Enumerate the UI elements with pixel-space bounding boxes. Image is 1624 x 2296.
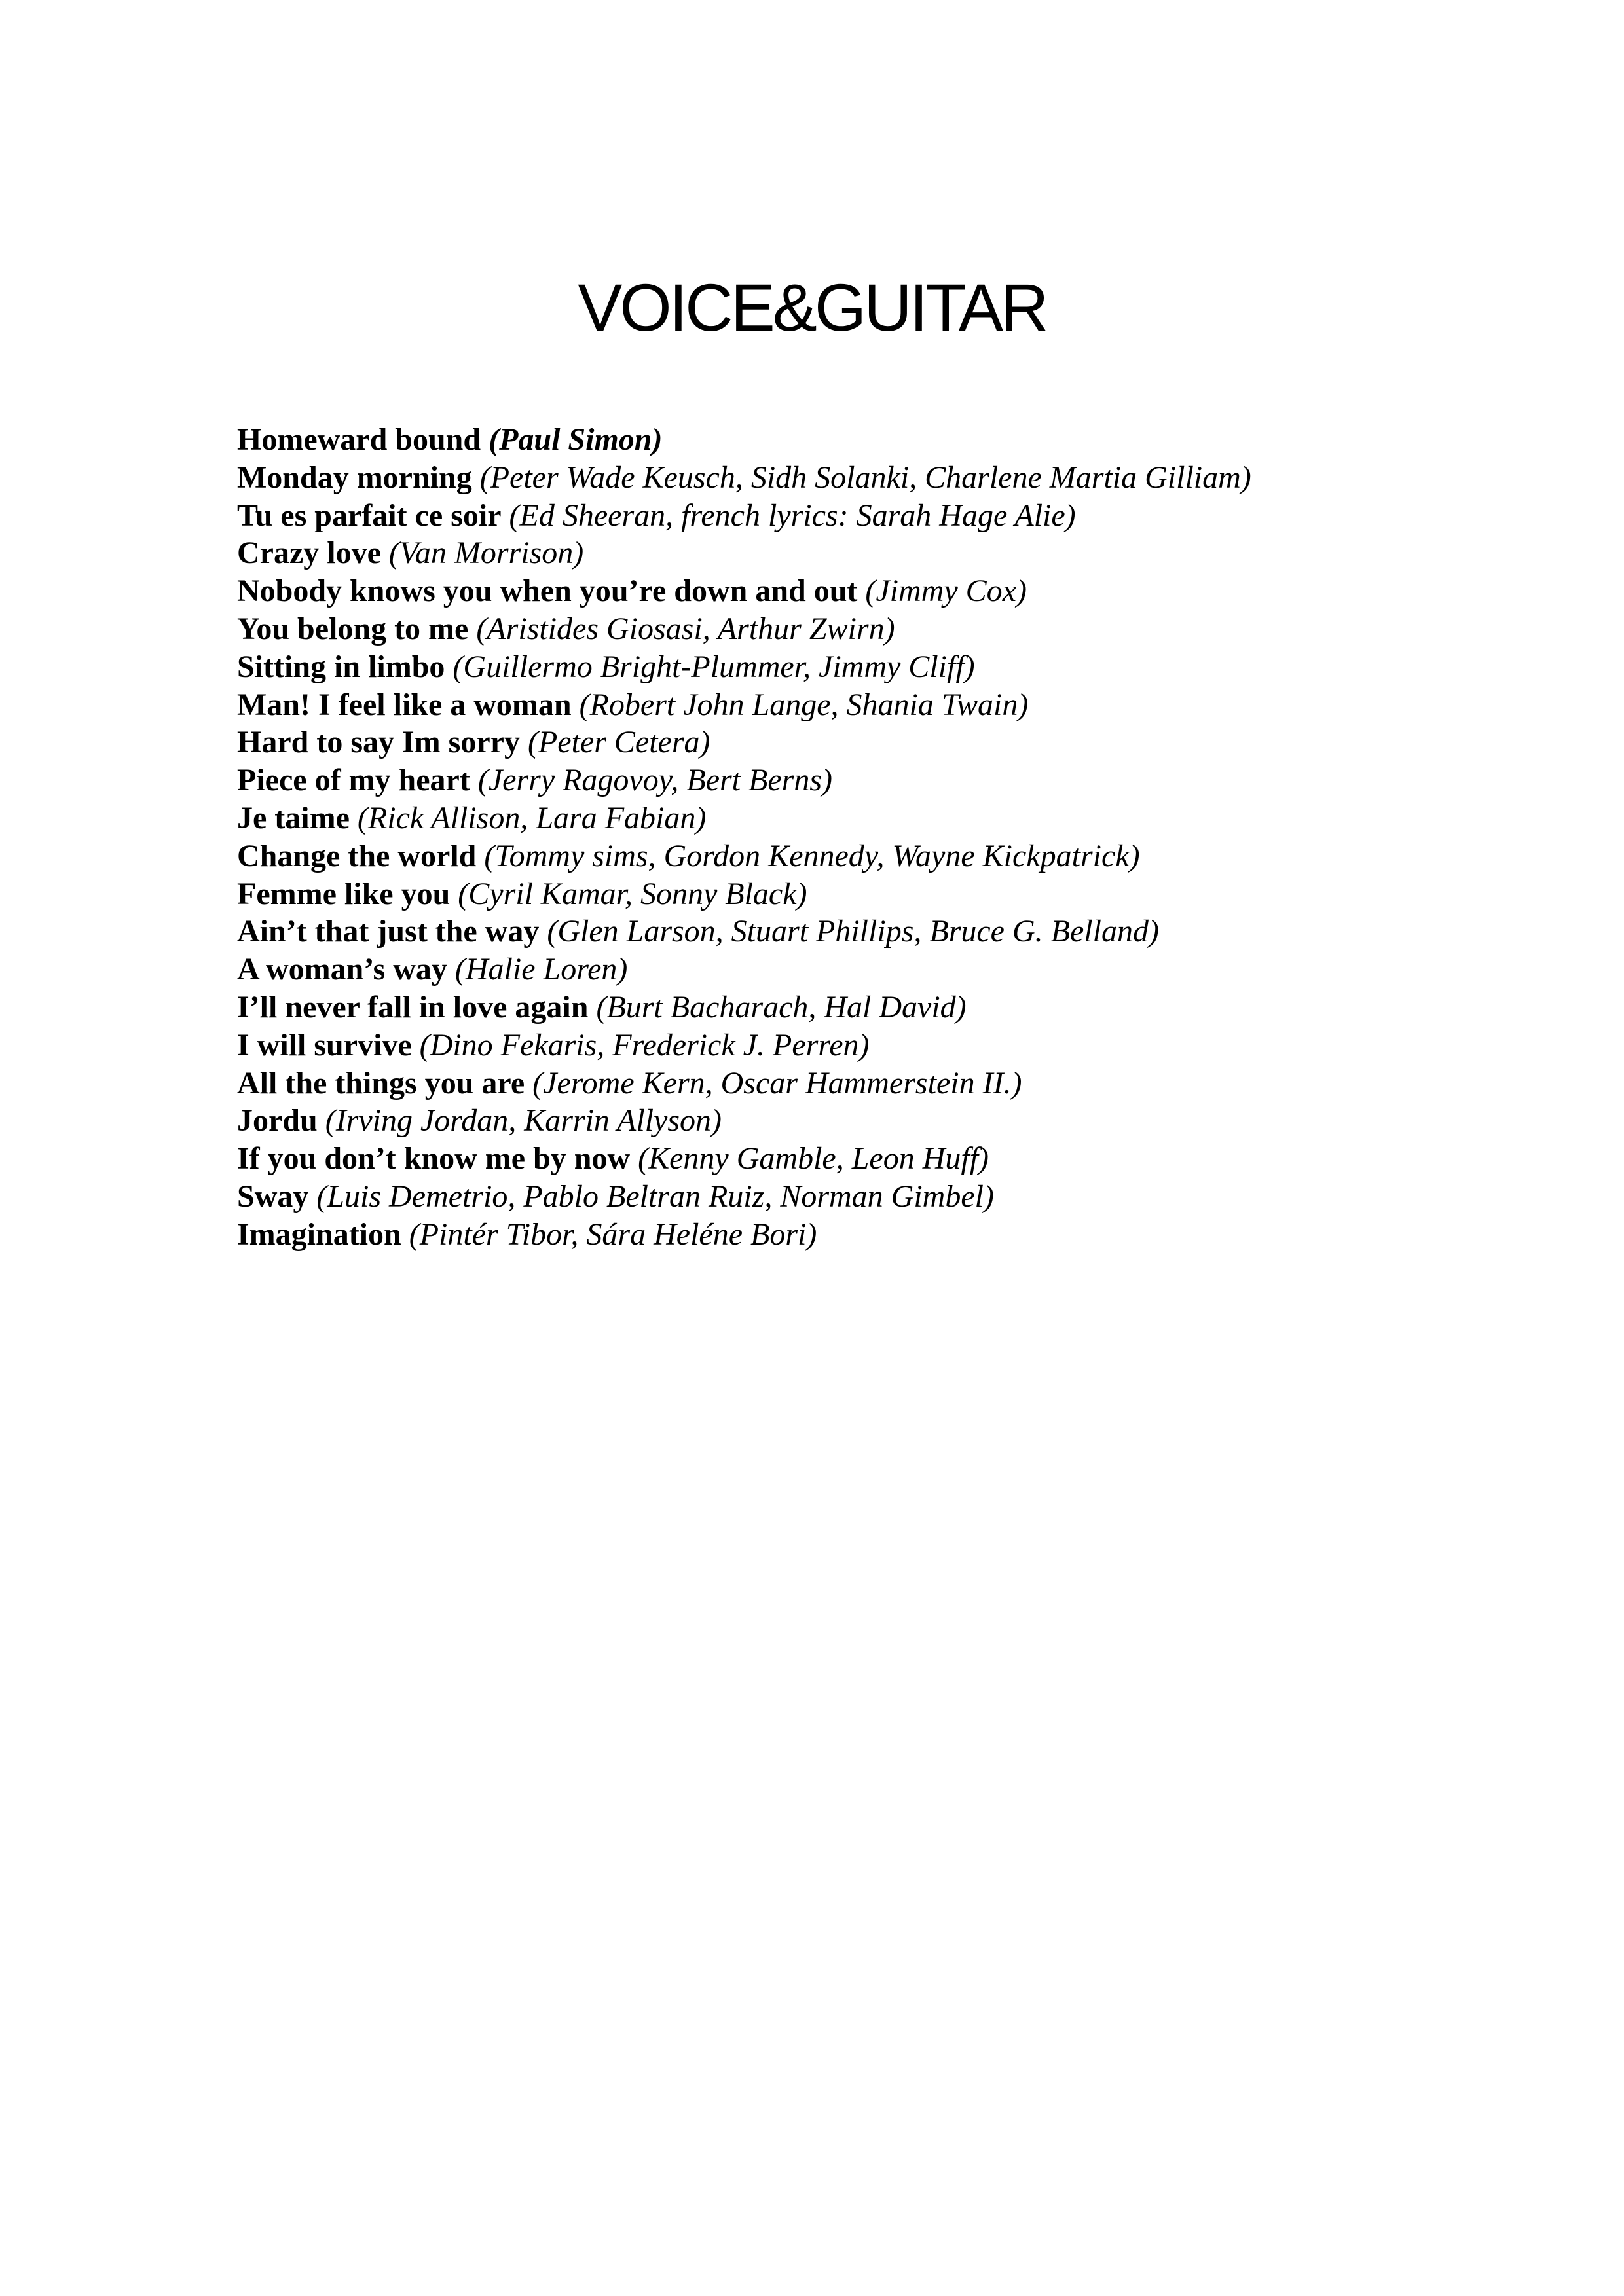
song-title: All the things you are: [237, 1065, 525, 1101]
list-item: [237, 610, 1547, 648]
song-title: Sway: [237, 1178, 309, 1214]
song-title: Monday morning: [237, 460, 472, 495]
song-authors: (Peter Wade Keusch, Sidh Solanki, Charlene Martia Gilliam): [479, 460, 1251, 495]
list-item: [237, 875, 1547, 913]
song-title: You belong to me: [237, 611, 469, 646]
song-title: Nobody knows you when you’re down and out: [237, 574, 858, 609]
list-item: [237, 1178, 1547, 1216]
list-item: [237, 534, 1547, 572]
song-title: A woman’s way: [237, 952, 447, 987]
song-title: Sitting in limbo: [237, 649, 445, 684]
song-title: Jordu: [237, 1103, 318, 1139]
song-authors: (Luis Demetrio, Pablo Beltran Ruiz, Norman Gimbel): [316, 1178, 994, 1214]
song-title: Change the world: [237, 838, 477, 873]
list-item: [237, 913, 1547, 951]
song-authors: (Robert John Lange, Shania Twain): [579, 687, 1029, 722]
list-item: [237, 837, 1547, 875]
song-list: [237, 421, 1547, 1254]
song-authors: (Kenny Gamble, Leon Huff): [638, 1141, 989, 1176]
song-title: I will survive: [237, 1027, 412, 1063]
song-title: Imagination: [237, 1216, 401, 1252]
song-authors: (Rick Allison, Lara Fabian): [357, 800, 707, 835]
song-title: If you don’t know me by now: [237, 1141, 631, 1176]
list-item: [237, 459, 1547, 497]
list-item: [237, 1065, 1547, 1102]
list-item: [237, 421, 1547, 459]
list-item: [237, 686, 1547, 724]
song-title: Je taime: [237, 800, 350, 835]
song-authors: (Paul Simon): [489, 422, 663, 457]
song-authors: (Jerome Kern, Oscar Hammerstein II.): [532, 1065, 1022, 1101]
song-authors: (Cyril Kamar, Sonny Black): [458, 876, 807, 911]
list-item: [237, 1216, 1547, 1254]
list-item: [237, 497, 1547, 535]
song-authors: (Aristides Giosasi, Arthur Zwirn): [476, 611, 895, 646]
song-authors: (Dino Fekaris, Frederick J. Perren): [419, 1027, 870, 1063]
list-item: [237, 572, 1547, 610]
song-authors: (Halie Loren): [454, 952, 628, 987]
song-authors: (Ed Sheeran, french lyrics: Sarah Hage Alie): [509, 498, 1076, 533]
song-authors: (Jimmy Cox): [865, 574, 1027, 609]
song-authors: (Irving Jordan, Karrin Allyson): [325, 1103, 722, 1139]
song-title: Ain’t that just the way: [237, 914, 540, 949]
song-authors: (Guillermo Bright-Plummer, Jimmy Cliff): [452, 649, 975, 684]
list-item: [237, 1102, 1547, 1140]
song-title: Man! I feel like a woman: [237, 687, 572, 722]
list-item: [237, 951, 1547, 989]
list-item: [237, 648, 1547, 686]
page-title: VOICE&GUITAR: [578, 270, 1046, 345]
song-authors: (Tommy sims, Gordon Kennedy, Wayne Kickpatrick): [484, 838, 1140, 873]
song-title: Crazy love: [237, 536, 381, 571]
song-title: Hard to say Im sorry: [237, 725, 520, 760]
song-title: Tu es parfait ce soir: [237, 498, 502, 533]
list-item: [237, 1027, 1547, 1065]
song-authors: (Jerry Ragovoy, Bert Berns): [477, 763, 832, 798]
list-item: [237, 761, 1547, 799]
list-item: [237, 1140, 1547, 1178]
list-item: [237, 799, 1547, 837]
song-authors: (Peter Cetera): [527, 725, 710, 760]
song-title: Femme like you: [237, 876, 451, 911]
song-authors: (Burt Bacharach, Hal David): [596, 989, 967, 1025]
list-item: [237, 723, 1547, 761]
song-authors: (Glen Larson, Stuart Phillips, Bruce G. Belland): [547, 914, 1159, 949]
song-title: Homeward bound: [237, 422, 481, 457]
song-authors: (Van Morrison): [388, 536, 584, 571]
list-item: [237, 989, 1547, 1027]
song-title: I’ll never fall in love again: [237, 989, 589, 1025]
song-title: Piece of my heart: [237, 763, 470, 798]
song-authors: (Pintér Tibor, Sára Heléne Bori): [409, 1216, 817, 1252]
